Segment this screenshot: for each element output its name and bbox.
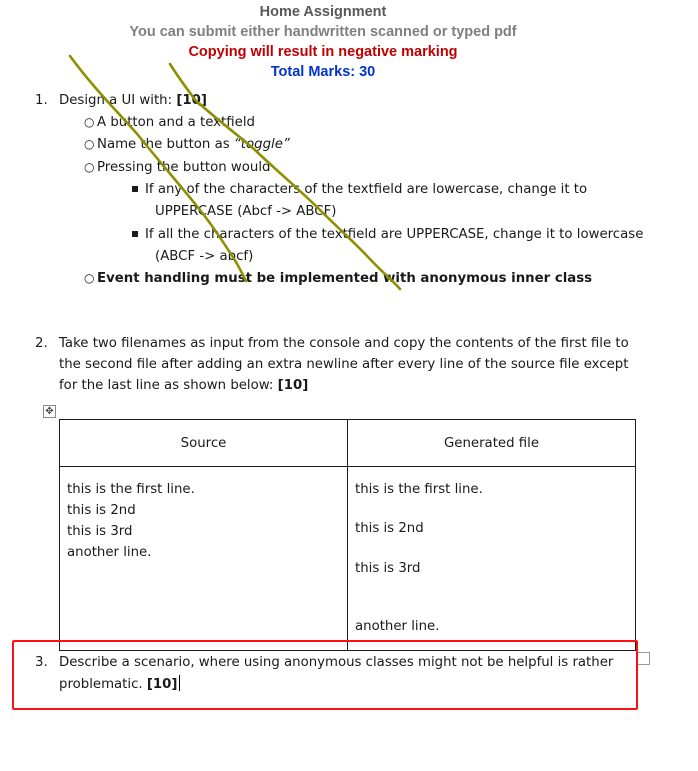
- question-3-text: problematic.: [59, 677, 147, 692]
- question-text: [59, 375, 308, 396]
- doc-subtitle: You can submit either handwritten scanned or typed pdf: [129, 24, 517, 40]
- question-text: [59, 90, 207, 111]
- table-cell-line: another line.: [355, 619, 440, 634]
- bullet-square-icon: [132, 186, 138, 192]
- question-number: 1.: [35, 93, 48, 108]
- question-number: 3.: [35, 655, 48, 670]
- table-cell-line: this is 2nd: [67, 503, 136, 518]
- marks-label: [10]: [146, 677, 178, 692]
- table-header-generated: Generated file: [348, 420, 636, 467]
- question-text: the second file after adding an extra newline after every line of the source file except: [59, 357, 629, 372]
- list-item-text: Name the button as: [97, 137, 234, 152]
- table-header-source: Source: [60, 420, 348, 467]
- generated-cell[interactable]: [348, 467, 636, 651]
- example-table: [59, 419, 636, 651]
- doc-title: Home Assignment: [259, 4, 387, 20]
- table-cell-line: another line.: [67, 545, 152, 560]
- bullet-circle-icon: ○: [84, 160, 95, 174]
- question-number: 2.: [35, 336, 48, 351]
- list-item: [97, 134, 290, 155]
- sub-list-item-cont: (ABCF -> abcf): [155, 249, 254, 264]
- doc-total-marks: Total Marks: 30: [270, 64, 376, 80]
- table-resize-handle-icon[interactable]: [637, 652, 650, 665]
- table-cell-line: this is the first line.: [67, 482, 195, 497]
- marks-label: [10]: [277, 378, 309, 393]
- question-2-text: for the last line as shown below:: [59, 378, 278, 393]
- list-item: Pressing the button would: [97, 160, 271, 175]
- marks-label: [10]: [176, 93, 207, 108]
- sub-list-item-cont: UPPERCASE (Abcf -> ABCF): [155, 204, 337, 219]
- list-item: A button and a textfield: [97, 115, 255, 130]
- sub-list-item: If any of the characters of the textfield are lowercase, change it to: [145, 182, 588, 197]
- question-1-text: Design a UI with:: [59, 93, 177, 108]
- bullet-square-icon: [132, 231, 138, 237]
- table-cell-line: this is 3rd: [67, 524, 133, 539]
- bullet-circle-icon: ○: [84, 271, 95, 285]
- table-cell-line: this is 3rd: [355, 561, 421, 576]
- source-cell[interactable]: [60, 467, 348, 651]
- bullet-circle-icon: ○: [84, 115, 95, 129]
- button-name-emphasis: “toggle”: [233, 137, 290, 152]
- highlight-box: [12, 640, 638, 710]
- bullet-circle-icon: ○: [84, 137, 95, 151]
- table-cell-line: this is the first line.: [355, 482, 483, 497]
- list-item-bold: Event handling must be implemented with anonymous inner class: [97, 271, 593, 286]
- table-cell-line: this is 2nd: [355, 521, 424, 536]
- doc-warning: Copying will result in negative marking: [188, 44, 458, 60]
- question-text: Describe a scenario, where using anonymous classes might not be helpful is rather: [59, 655, 614, 670]
- sub-list-item: If all the characters of the textfield are UPPERCASE, change it to lowercase: [145, 227, 644, 242]
- table-move-handle-icon[interactable]: ✥: [43, 405, 56, 418]
- question-text: Take two filenames as input from the console and copy the contents of the first file to: [59, 336, 629, 351]
